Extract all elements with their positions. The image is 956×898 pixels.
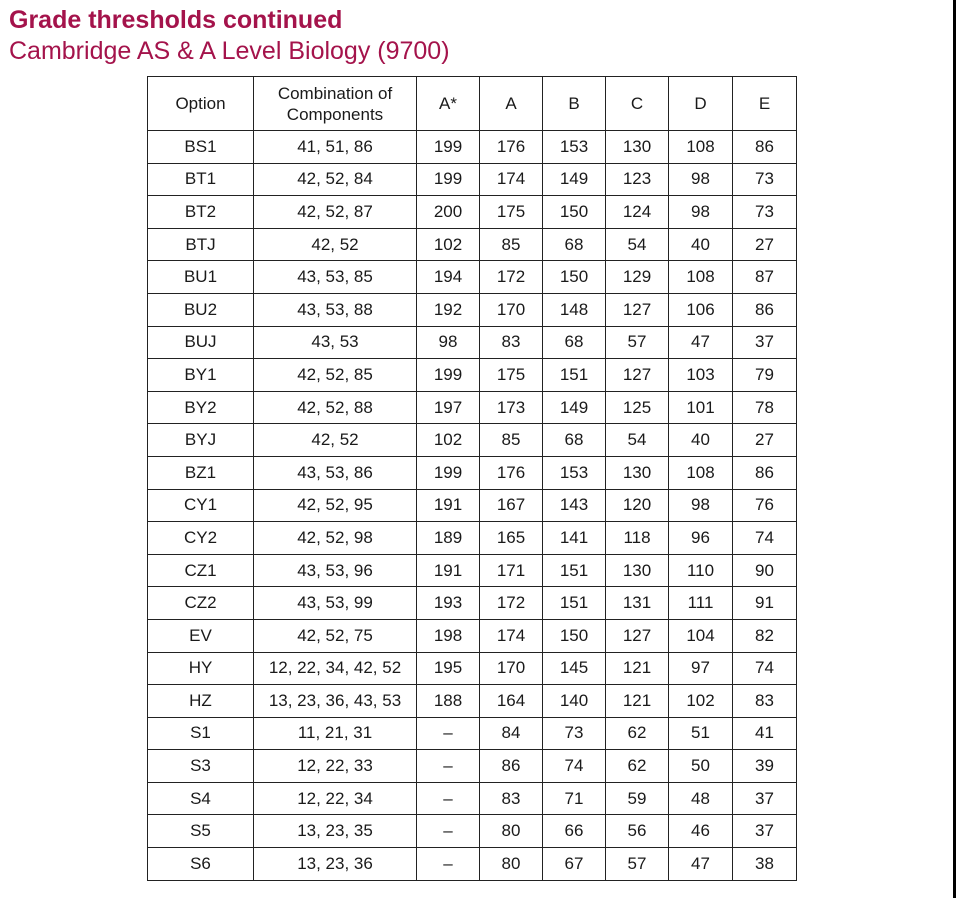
cell-a-star: 102 [417, 424, 480, 457]
cell-option: BU2 [148, 293, 254, 326]
cell-b: 145 [543, 652, 606, 685]
cell-components: 42, 52, 98 [254, 522, 417, 555]
cell-d: 47 [669, 326, 733, 359]
cell-c: 129 [606, 261, 669, 294]
cell-option: S3 [148, 750, 254, 783]
cell-a-star: 102 [417, 228, 480, 261]
cell-d: 110 [669, 554, 733, 587]
cell-option: BS1 [148, 131, 254, 164]
cell-d: 102 [669, 685, 733, 718]
cell-c: 62 [606, 717, 669, 750]
cell-a: 86 [480, 750, 543, 783]
cell-c: 123 [606, 163, 669, 196]
cell-c: 57 [606, 326, 669, 359]
table-row [148, 293, 797, 326]
cell-option: BZ1 [148, 456, 254, 489]
table-header-row [148, 77, 797, 131]
cell-option: HY [148, 652, 254, 685]
cell-e: 86 [733, 456, 797, 489]
cell-a: 83 [480, 326, 543, 359]
cell-c: 120 [606, 489, 669, 522]
page-subtitle: Cambridge AS & A Level Biology (9700) [9, 37, 450, 65]
cell-a: 173 [480, 391, 543, 424]
cell-option: S6 [148, 848, 254, 881]
cell-a: 85 [480, 228, 543, 261]
column-header-components: Combination of Components [254, 77, 417, 131]
cell-a: 84 [480, 717, 543, 750]
cell-a-star: 200 [417, 196, 480, 229]
table-row [148, 848, 797, 881]
cell-option: CZ1 [148, 554, 254, 587]
cell-e: 79 [733, 359, 797, 392]
cell-components: 43, 53, 99 [254, 587, 417, 620]
cell-option: BT2 [148, 196, 254, 229]
cell-b: 143 [543, 489, 606, 522]
cell-b: 149 [543, 163, 606, 196]
cell-d: 98 [669, 196, 733, 229]
cell-option: S1 [148, 717, 254, 750]
column-header-a-star: A* [417, 77, 480, 131]
cell-a-star: 191 [417, 554, 480, 587]
table-row [148, 587, 797, 620]
table-row [148, 196, 797, 229]
cell-c: 118 [606, 522, 669, 555]
cell-d: 104 [669, 619, 733, 652]
table-body [148, 131, 797, 881]
cell-option: S5 [148, 815, 254, 848]
cell-a-star: 194 [417, 261, 480, 294]
cell-b: 150 [543, 261, 606, 294]
column-header-a: A [480, 77, 543, 131]
table-row [148, 391, 797, 424]
cell-d: 50 [669, 750, 733, 783]
cell-a-star: 197 [417, 391, 480, 424]
cell-e: 87 [733, 261, 797, 294]
cell-c: 127 [606, 293, 669, 326]
cell-a-star: – [417, 848, 480, 881]
cell-option: EV [148, 619, 254, 652]
cell-a: 175 [480, 359, 543, 392]
table-row [148, 359, 797, 392]
cell-components: 13, 23, 36, 43, 53 [254, 685, 417, 718]
cell-c: 54 [606, 424, 669, 457]
cell-components: 41, 51, 86 [254, 131, 417, 164]
cell-a-star: 191 [417, 489, 480, 522]
cell-e: 76 [733, 489, 797, 522]
cell-a: 167 [480, 489, 543, 522]
cell-d: 111 [669, 587, 733, 620]
table-row [148, 554, 797, 587]
table-row [148, 815, 797, 848]
cell-a-star: 198 [417, 619, 480, 652]
table-row [148, 782, 797, 815]
cell-a: 170 [480, 652, 543, 685]
cell-c: 121 [606, 685, 669, 718]
cell-d: 98 [669, 489, 733, 522]
cell-c: 130 [606, 456, 669, 489]
table-row [148, 228, 797, 261]
cell-components: 42, 52, 87 [254, 196, 417, 229]
table-row [148, 522, 797, 555]
table-row [148, 619, 797, 652]
cell-option: BU1 [148, 261, 254, 294]
cell-a: 176 [480, 131, 543, 164]
cell-b: 66 [543, 815, 606, 848]
table-row [148, 717, 797, 750]
cell-b: 71 [543, 782, 606, 815]
cell-a: 164 [480, 685, 543, 718]
cell-c: 127 [606, 619, 669, 652]
cell-e: 86 [733, 131, 797, 164]
cell-b: 148 [543, 293, 606, 326]
cell-b: 140 [543, 685, 606, 718]
cell-c: 57 [606, 848, 669, 881]
cell-d: 96 [669, 522, 733, 555]
table-row [148, 163, 797, 196]
cell-a-star: – [417, 815, 480, 848]
cell-b: 73 [543, 717, 606, 750]
cell-a: 176 [480, 456, 543, 489]
cell-a: 170 [480, 293, 543, 326]
cell-b: 151 [543, 587, 606, 620]
cell-components: 42, 52, 84 [254, 163, 417, 196]
cell-components: 42, 52, 88 [254, 391, 417, 424]
column-header-c: C [606, 77, 669, 131]
cell-components: 42, 52 [254, 424, 417, 457]
cell-c: 127 [606, 359, 669, 392]
cell-e: 73 [733, 196, 797, 229]
cell-a: 174 [480, 163, 543, 196]
cell-e: 27 [733, 228, 797, 261]
cell-e: 39 [733, 750, 797, 783]
table-row [148, 261, 797, 294]
cell-c: 62 [606, 750, 669, 783]
cell-c: 59 [606, 782, 669, 815]
cell-b: 150 [543, 196, 606, 229]
cell-a-star: 199 [417, 163, 480, 196]
cell-b: 67 [543, 848, 606, 881]
cell-e: 83 [733, 685, 797, 718]
cell-a-star: 192 [417, 293, 480, 326]
cell-d: 40 [669, 424, 733, 457]
cell-d: 97 [669, 652, 733, 685]
cell-e: 90 [733, 554, 797, 587]
cell-components: 12, 22, 34, 42, 52 [254, 652, 417, 685]
cell-a: 165 [480, 522, 543, 555]
cell-e: 74 [733, 652, 797, 685]
cell-option: BY2 [148, 391, 254, 424]
page-title: Grade thresholds continued [9, 6, 343, 34]
cell-option: CZ2 [148, 587, 254, 620]
column-header-e: E [733, 77, 797, 131]
cell-c: 121 [606, 652, 669, 685]
cell-e: 86 [733, 293, 797, 326]
cell-b: 153 [543, 456, 606, 489]
cell-option: S4 [148, 782, 254, 815]
cell-a-star: 188 [417, 685, 480, 718]
cell-c: 124 [606, 196, 669, 229]
cell-d: 106 [669, 293, 733, 326]
table-row [148, 456, 797, 489]
cell-components: 11, 21, 31 [254, 717, 417, 750]
cell-components: 43, 53, 85 [254, 261, 417, 294]
cell-e: 37 [733, 815, 797, 848]
cell-b: 150 [543, 619, 606, 652]
cell-components: 43, 53, 88 [254, 293, 417, 326]
cell-a-star: 199 [417, 131, 480, 164]
cell-a: 172 [480, 261, 543, 294]
cell-components: 42, 52, 75 [254, 619, 417, 652]
cell-components: 43, 53, 96 [254, 554, 417, 587]
cell-a: 80 [480, 848, 543, 881]
cell-e: 41 [733, 717, 797, 750]
cell-a-star: – [417, 782, 480, 815]
cell-option: BT1 [148, 163, 254, 196]
cell-a-star: 195 [417, 652, 480, 685]
cell-option: BY1 [148, 359, 254, 392]
cell-d: 48 [669, 782, 733, 815]
cell-e: 73 [733, 163, 797, 196]
cell-b: 74 [543, 750, 606, 783]
cell-a-star: 189 [417, 522, 480, 555]
cell-option: CY2 [148, 522, 254, 555]
cell-a-star: 98 [417, 326, 480, 359]
cell-a-star: – [417, 717, 480, 750]
cell-d: 47 [669, 848, 733, 881]
cell-b: 153 [543, 131, 606, 164]
table-row [148, 489, 797, 522]
cell-d: 108 [669, 456, 733, 489]
cell-d: 46 [669, 815, 733, 848]
cell-c: 125 [606, 391, 669, 424]
cell-b: 68 [543, 228, 606, 261]
cell-e: 82 [733, 619, 797, 652]
cell-a-star: 199 [417, 359, 480, 392]
cell-components: 13, 23, 36 [254, 848, 417, 881]
cell-components: 42, 52 [254, 228, 417, 261]
cell-d: 101 [669, 391, 733, 424]
cell-components: 42, 52, 85 [254, 359, 417, 392]
cell-option: BYJ [148, 424, 254, 457]
cell-components: 43, 53, 86 [254, 456, 417, 489]
cell-a: 85 [480, 424, 543, 457]
cell-c: 130 [606, 131, 669, 164]
table-row [148, 685, 797, 718]
cell-option: BTJ [148, 228, 254, 261]
cell-c: 131 [606, 587, 669, 620]
cell-e: 37 [733, 782, 797, 815]
cell-components: 12, 22, 33 [254, 750, 417, 783]
table-row [148, 326, 797, 359]
cell-d: 98 [669, 163, 733, 196]
cell-e: 27 [733, 424, 797, 457]
cell-a-star: – [417, 750, 480, 783]
cell-c: 56 [606, 815, 669, 848]
cell-components: 13, 23, 35 [254, 815, 417, 848]
column-header-d: D [669, 77, 733, 131]
cell-components: 12, 22, 34 [254, 782, 417, 815]
cell-b: 141 [543, 522, 606, 555]
cell-e: 38 [733, 848, 797, 881]
cell-e: 74 [733, 522, 797, 555]
cell-c: 54 [606, 228, 669, 261]
cell-d: 40 [669, 228, 733, 261]
cell-a: 83 [480, 782, 543, 815]
column-header-option: Option [148, 77, 254, 131]
grade-thresholds-table [147, 76, 797, 881]
cell-b: 149 [543, 391, 606, 424]
cell-option: CY1 [148, 489, 254, 522]
cell-a: 174 [480, 619, 543, 652]
cell-components: 42, 52, 95 [254, 489, 417, 522]
cell-d: 108 [669, 131, 733, 164]
cell-d: 108 [669, 261, 733, 294]
cell-a: 172 [480, 587, 543, 620]
cell-components: 43, 53 [254, 326, 417, 359]
table-row [148, 424, 797, 457]
table-row [148, 652, 797, 685]
cell-d: 51 [669, 717, 733, 750]
cell-b: 151 [543, 359, 606, 392]
cell-e: 91 [733, 587, 797, 620]
cell-option: HZ [148, 685, 254, 718]
cell-b: 68 [543, 424, 606, 457]
cell-a-star: 199 [417, 456, 480, 489]
column-header-b: B [543, 77, 606, 131]
table-row [148, 750, 797, 783]
cell-a-star: 193 [417, 587, 480, 620]
cell-c: 130 [606, 554, 669, 587]
cell-e: 37 [733, 326, 797, 359]
cell-e: 78 [733, 391, 797, 424]
cell-d: 103 [669, 359, 733, 392]
cell-a: 80 [480, 815, 543, 848]
cell-a: 171 [480, 554, 543, 587]
cell-a: 175 [480, 196, 543, 229]
cell-option: BUJ [148, 326, 254, 359]
cell-b: 151 [543, 554, 606, 587]
cell-b: 68 [543, 326, 606, 359]
table-row [148, 131, 797, 164]
